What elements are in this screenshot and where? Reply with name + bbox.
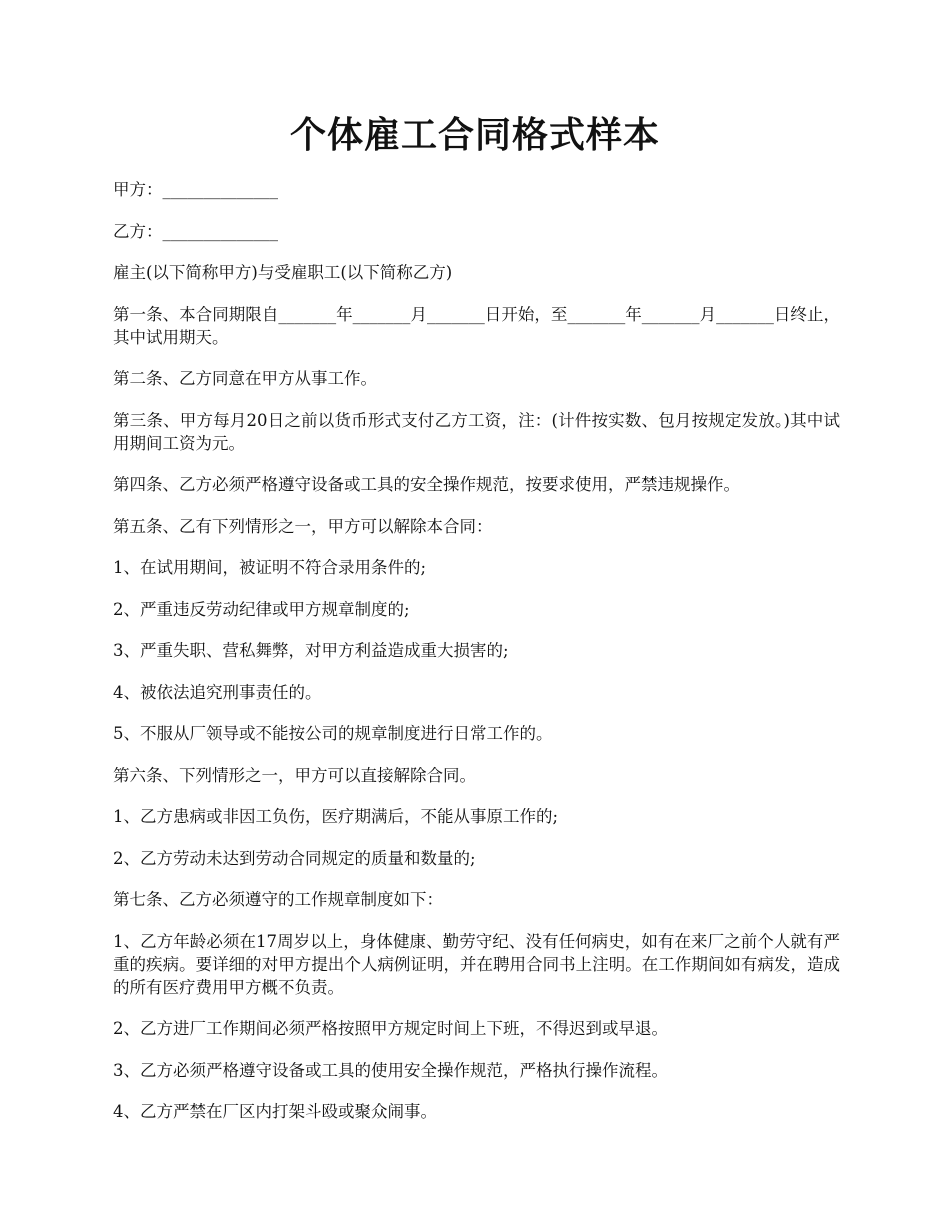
article-7-item-1: 1、乙方年龄必须在17周岁以上，身体健康、勤劳守纪、没有任何病史，如有在来厂之前个人就有严重的疾病。要详细的对甲方提出个人病例证明，并在聘用合同书上注明。在工作期间如有病发，造成的所有医疗费用甲方概不负责。 xyxy=(113,931,840,997)
document-title: 个体雇工合同格式样本 xyxy=(289,115,660,156)
article-6: 第六条、下列情形之一，甲方可以直接解除合同。 xyxy=(113,765,476,785)
article-5-item-3: 3、严重失职、营私舞弊，对甲方利益造成重大损害的; xyxy=(113,641,509,660)
party-a-line: 甲方：______________ xyxy=(113,180,278,199)
article-7-item-4: 4、乙方严禁在厂区内打架斗殴或聚众闹事。 xyxy=(113,1102,437,1121)
article-4: 第四条、乙方必须严格遵守设备或工具的安全操作规范，按要求使用，严禁违规操作。 xyxy=(113,475,740,494)
article-6-item-2: 2、乙方劳动未达到劳动合同规定的质量和数量的; xyxy=(113,848,476,868)
article-5-item-4: 4、被依法追究刑事责任的。 xyxy=(113,682,322,702)
article-6-item-1: 1、乙方患病或非因工负伤，医疗期满后，不能从事原工作的; xyxy=(113,807,559,826)
article-1: 第一条、本合同期限自_______年_______月_______日开始，至_______年_______月_______日终止，其中试用期天。 xyxy=(113,304,840,347)
article-7-item-2: 2、乙方进厂工作期间必须严格按照甲方规定时间上下班，不得迟到或早退。 xyxy=(113,1019,668,1038)
party-b-line: 乙方：______________ xyxy=(113,221,278,241)
article-5-item-5: 5、不服从厂领导或不能按公司的规章制度进行日常工作的。 xyxy=(113,724,553,743)
parties-definition: 雇主(以下简称甲方)与受雇职工(以下简称乙方) xyxy=(113,263,453,282)
article-5: 第五条、乙有下列情形之一，甲方可以解除本合同： xyxy=(113,516,493,536)
document-body xyxy=(113,178,840,1142)
article-5-item-1: 1、在试用期间，被证明不符合录用条件的; xyxy=(113,558,427,577)
article-5-item-2: 2、严重违反劳动纪律或甲方规章制度的; xyxy=(113,599,410,619)
article-2: 第二条、乙方同意在甲方从事工作。 xyxy=(113,369,377,388)
article-3: 第三条、甲方每月20日之前以货币形式支付乙方工资，注：(计件按实数、包月按规定发放。)其中试用期间工资为元。 xyxy=(113,410,840,453)
article-7: 第七条、乙方必须遵守的工作规章制度如下： xyxy=(113,890,443,909)
article-7-item-3: 3、乙方必须严格遵守设备或工具的使用安全操作规范，严格执行操作流程。 xyxy=(113,1060,668,1080)
